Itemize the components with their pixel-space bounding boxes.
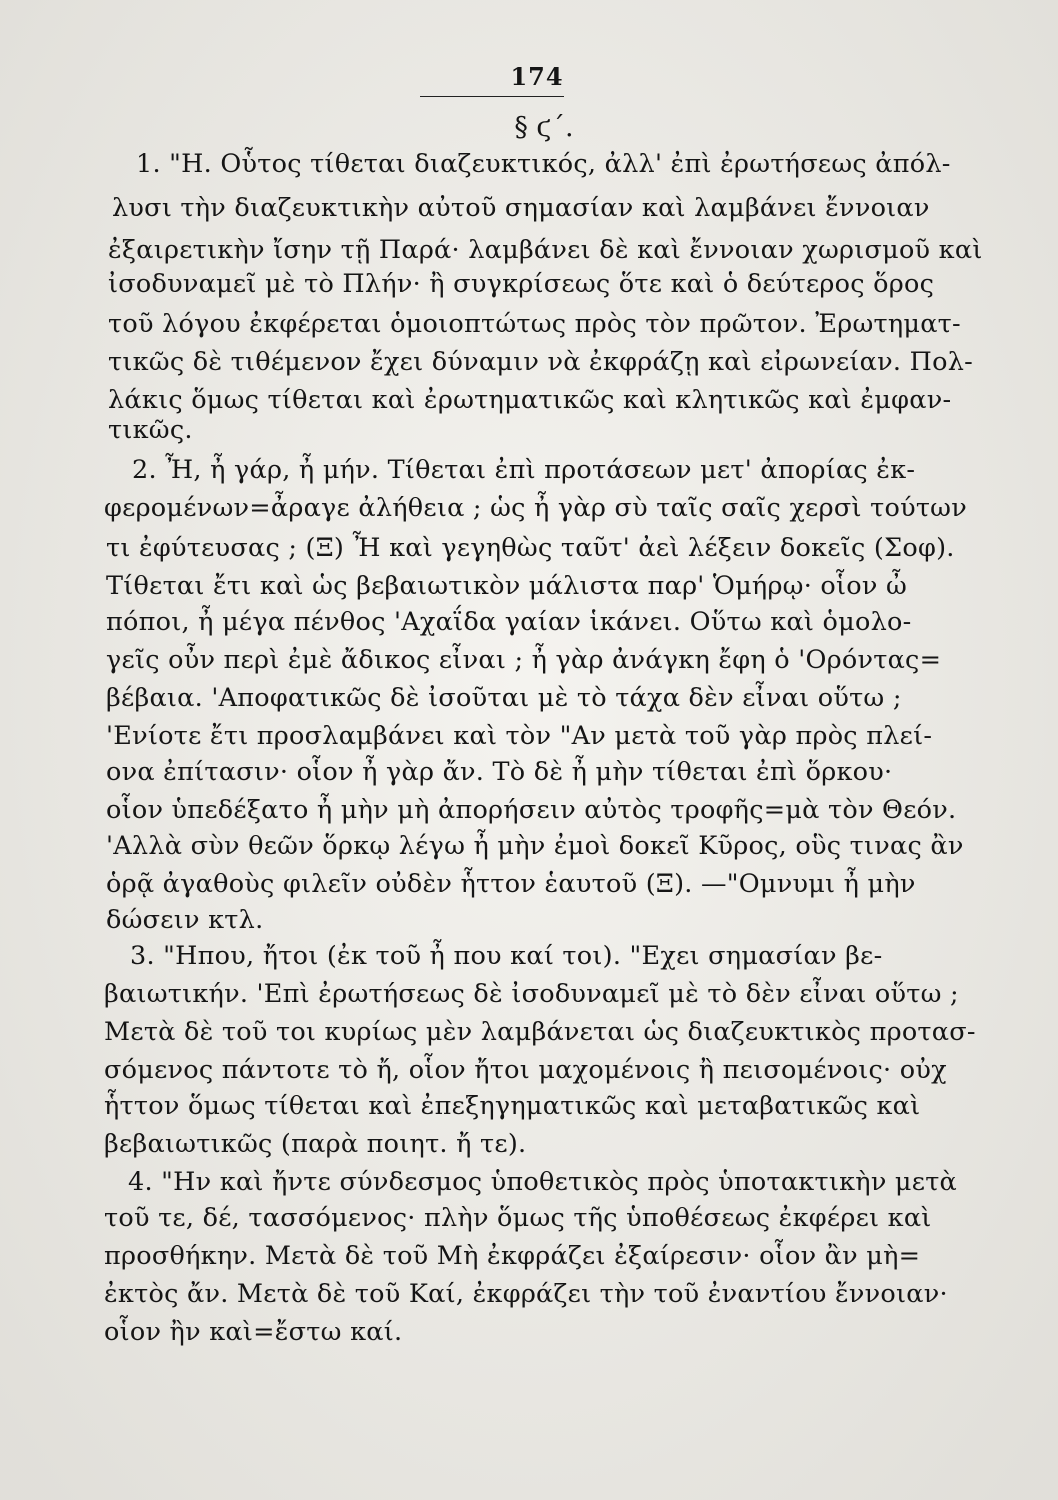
text-line: λυσι τὴν διαζευκτικὴν αὐτοῦ σημασίαν καὶ λαμβάνει ἔννοιαν xyxy=(112,193,930,223)
text-line: οἷον ὑπεδέξατο ἦ μὴν μὴ ἀπορήσειν αὐτὸς τροφῆς=μὰ τὸν Θεόν. xyxy=(106,795,957,825)
page-number: 174 xyxy=(510,62,564,91)
text-line: οἷον ἢν καὶ=ἔστω καί. xyxy=(104,1317,403,1347)
text-line: τι ἐφύτευσας ; (Ξ) Ἦ καὶ γεγηθὼς ταῦτ' ἀεὶ λέξειν δοκεῖς (Σοφ). xyxy=(106,533,955,563)
text-line: τικῶς. xyxy=(108,415,193,445)
text-line: σόμενος πάντοτε τὸ ἤ, οἷον ἤτοι μαχομένοις ἢ πεισομένοις· οὐχ xyxy=(104,1055,947,1085)
text-line: 'Αλλὰ σὺν θεῶν ὅρκῳ λέγω ἦ μὴν ἐμοὶ δοκεῖ Κῦρος, οὓς τινας ἂν xyxy=(106,831,964,861)
text-line: 4. "Ην καὶ ἤντε σύνδεσμος ὑποθετικὸς πρὸς ὑποτακτικὴν μετὰ xyxy=(128,1167,958,1197)
text-line: Τίθεται ἔτι καὶ ὡς βεβαιωτικὸν μάλιστα παρ' Ὁμήρῳ· οἷον ὦ xyxy=(106,571,908,601)
text-line: προσθήκην. Μετὰ δὲ τοῦ Μὴ ἐκφράζει ἐξαίρεσιν· οἷον ἂν μὴ= xyxy=(104,1241,921,1271)
section-heading: § ϛ΄. xyxy=(514,112,574,143)
text-line: ονα ἐπίτασιν· οἷον ἦ γὰρ ἄν. Τὸ δὲ ἦ μὴν τίθεται ἐπὶ ὅρκου· xyxy=(106,757,893,787)
header-rule xyxy=(420,96,564,97)
text-line: 2. Ἦ, ἦ γάρ, ἦ μήν. Τίθεται ἐπὶ προτάσεων μετ' ἀπορίας ἐκ- xyxy=(132,455,916,485)
text-line: γεῖς οὖν περὶ ἐμὲ ἄδικος εἶναι ; ἦ γὰρ ἀνάγκη ἔφη ὁ 'Ορόντας= xyxy=(106,645,942,675)
text-line: τοῦ λόγου ἐκφέρεται ὁμοιοπτώτως πρὸς τὸν πρῶτον. Ἐρωτηματ- xyxy=(108,309,961,339)
text-line: λάκις ὅμως τίθεται καὶ ἐρωτηματικῶς καὶ κλητικῶς καὶ ἐμφαν- xyxy=(108,385,952,415)
text-line: ὁρᾷ ἀγαθοὺς φιλεῖν οὐδὲν ἧττον ἑαυτοῦ (Ξ). —"Ομνυμι ἦ μὴν xyxy=(106,869,916,899)
text-line: φερομένων=ἆραγε ἀλήθεια ; ὡς ἦ γὰρ σὺ ταῖς σαῖς χερσὶ τούτων xyxy=(104,493,967,523)
text-line: 1. "Η. Οὗτος τίθεται διαζευκτικός, ἀλλ' ἐπὶ ἐρωτήσεως ἀπόλ- xyxy=(136,149,951,179)
text-line: τοῦ τε, δέ, τασσόμενος· πλὴν ὅμως τῆς ὑποθέσεως ἐκφέρει καὶ xyxy=(104,1203,932,1233)
text-line: 'Ενίοτε ἔτι προσλαμβάνει καὶ τὸν "Αν μετὰ τοῦ γὰρ πρὸς πλεί- xyxy=(106,721,933,751)
text-line: βέβαια. 'Αποφατικῶς δὲ ἰσοῦται μὲ τὸ τάχα δὲν εἶναι οὕτω ; xyxy=(106,683,902,713)
text-line: τικῶς δὲ τιθέμενον ἔχει δύναμιν νὰ ἐκφράζῃ καὶ εἰρωνείαν. Πολ- xyxy=(108,347,973,377)
text-line: δώσειν κτλ. xyxy=(106,905,264,935)
text-line: ἰσοδυναμεῖ μὲ τὸ Πλήν· ἢ συγκρίσεως ὅτε καὶ ὁ δεύτερος ὅρος xyxy=(108,269,935,299)
text-line: ἐξαιρετικὴν ἴσην τῇ Παρά· λαμβάνει δὲ καὶ ἔννοιαν χωρισμοῦ καὶ xyxy=(108,235,983,265)
text-line: πόποι, ἦ μέγα πένθος 'Αχαΐδα γαίαν ἱκάνει. Οὕτω καὶ ὁμολο- xyxy=(106,607,912,637)
text-line: 3. "Ηπου, ἤτοι (ἐκ τοῦ ἦ που καί τοι). "Εχει σημασίαν βε- xyxy=(130,941,883,971)
text-line: Μετὰ δὲ τοῦ τοι κυρίως μὲν λαμβάνεται ὡς διαζευκτικὸς προτασ- xyxy=(104,1017,976,1047)
text-line: βαιωτικήν. 'Επὶ ἐρωτήσεως δὲ ἰσοδυναμεῖ μὲ τὸ δὲν εἶναι οὕτω ; xyxy=(104,979,959,1009)
text-line: ἐκτὸς ἄν. Μετὰ δὲ τοῦ Καί, ἐκφράζει τὴν τοῦ ἐναντίου ἔννοιαν· xyxy=(104,1279,948,1309)
text-line: βεβαιωτικῶς (παρὰ ποιητ. ἤ τε). xyxy=(104,1129,527,1159)
text-line: ἧττον ὅμως τίθεται καὶ ἐπεξηγηματικῶς καὶ μεταβατικῶς καὶ xyxy=(104,1091,921,1121)
